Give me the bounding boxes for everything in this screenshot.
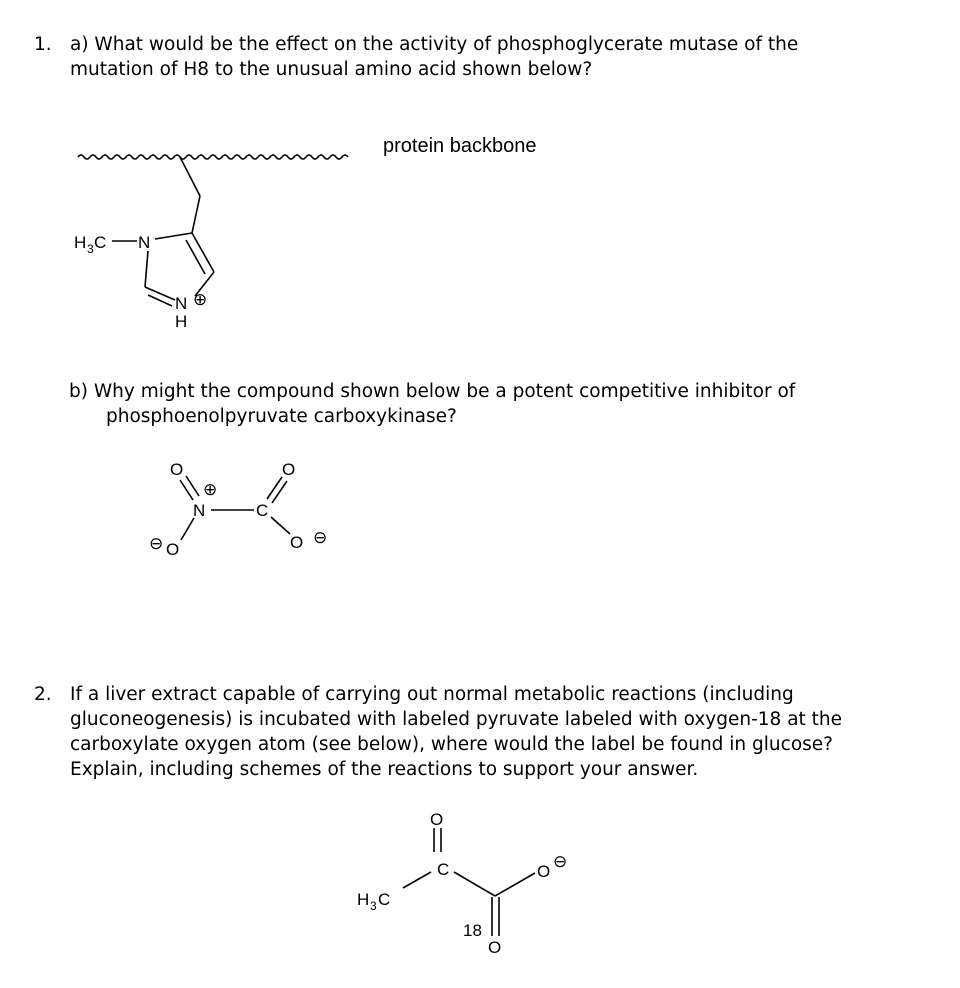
question-number: 1. xyxy=(34,34,52,55)
methyl-subscript: 3 xyxy=(87,242,94,256)
bond-c-c-double xyxy=(186,240,205,274)
bond-methyl-c xyxy=(403,872,431,888)
atom-o: O xyxy=(537,862,551,881)
question-line: phosphoenolpyruvate carboxykinase? xyxy=(106,406,457,427)
bond-c-o-double-b xyxy=(272,481,287,503)
atom-o: O xyxy=(166,540,180,559)
question-line: mutation of H8 to the unusual amino acid shown below? xyxy=(70,59,593,80)
question-number: 2. xyxy=(34,684,52,705)
question-line: a) What would be the effect on the activity of phosphoglycerate mutase of the xyxy=(70,34,799,55)
question-line: If a liver extract capable of carrying out normal metabolic reactions (including xyxy=(70,684,794,705)
atom-o-labeled: O xyxy=(488,938,502,957)
question-line: carboxylate oxygen atom (see below), where would the label be found in glucose? xyxy=(70,734,833,755)
charge-plus: ⊕ xyxy=(203,480,218,499)
methyl-c: C xyxy=(378,890,391,909)
atom-n-protonated: N xyxy=(175,294,188,313)
bond-c-n xyxy=(145,251,148,287)
atom-c: C xyxy=(256,501,269,520)
bond-c-c xyxy=(192,233,214,272)
backbone-label: protein backbone xyxy=(383,135,537,157)
atom-o: O xyxy=(430,810,444,829)
bond-ca-to-ring xyxy=(192,196,200,233)
charge-minus: ⊖ xyxy=(149,534,164,553)
atom-n-methyl: N xyxy=(138,233,151,252)
question-line: b) Why might the compound shown below be a potent competitive inhibitor of xyxy=(69,381,796,402)
bond-c-o-double-a xyxy=(267,477,282,499)
bond-c-o-single xyxy=(495,873,535,896)
methyl-h: H xyxy=(74,233,87,252)
methyl-c: C xyxy=(94,233,107,252)
bond-c-c xyxy=(454,872,495,896)
methyl-h: H xyxy=(357,890,370,909)
atom-o: O xyxy=(282,460,296,479)
bond-c-o-single xyxy=(271,517,290,534)
structure-labeled-pyruvate xyxy=(403,828,535,936)
isotope-label: 18 xyxy=(463,921,482,940)
question-line: Explain, including schemes of the reactions to support your answer. xyxy=(70,759,699,780)
atom-o: O xyxy=(170,460,184,479)
structure-methylhistidine xyxy=(78,155,348,306)
charge-minus: ⊖ xyxy=(313,528,328,547)
charge-plus: ⊕ xyxy=(193,290,208,309)
methyl-subscript: 3 xyxy=(370,899,377,913)
bond-n-o-single xyxy=(181,518,194,540)
protein-backbone-wavy-line xyxy=(78,155,348,159)
atom-o: O xyxy=(290,533,304,552)
atom-c: C xyxy=(437,860,450,879)
charge-minus: ⊖ xyxy=(553,852,568,871)
atom-n: N xyxy=(193,501,206,520)
bond-nh-c xyxy=(145,287,175,300)
question-line: gluconeogenesis) is incubated with labeled pyruvate labeled with oxygen-18 at the xyxy=(70,709,843,730)
bond-n-c xyxy=(155,233,192,239)
bond-backbone-to-ca xyxy=(180,157,200,196)
atom-h: H xyxy=(175,312,188,331)
